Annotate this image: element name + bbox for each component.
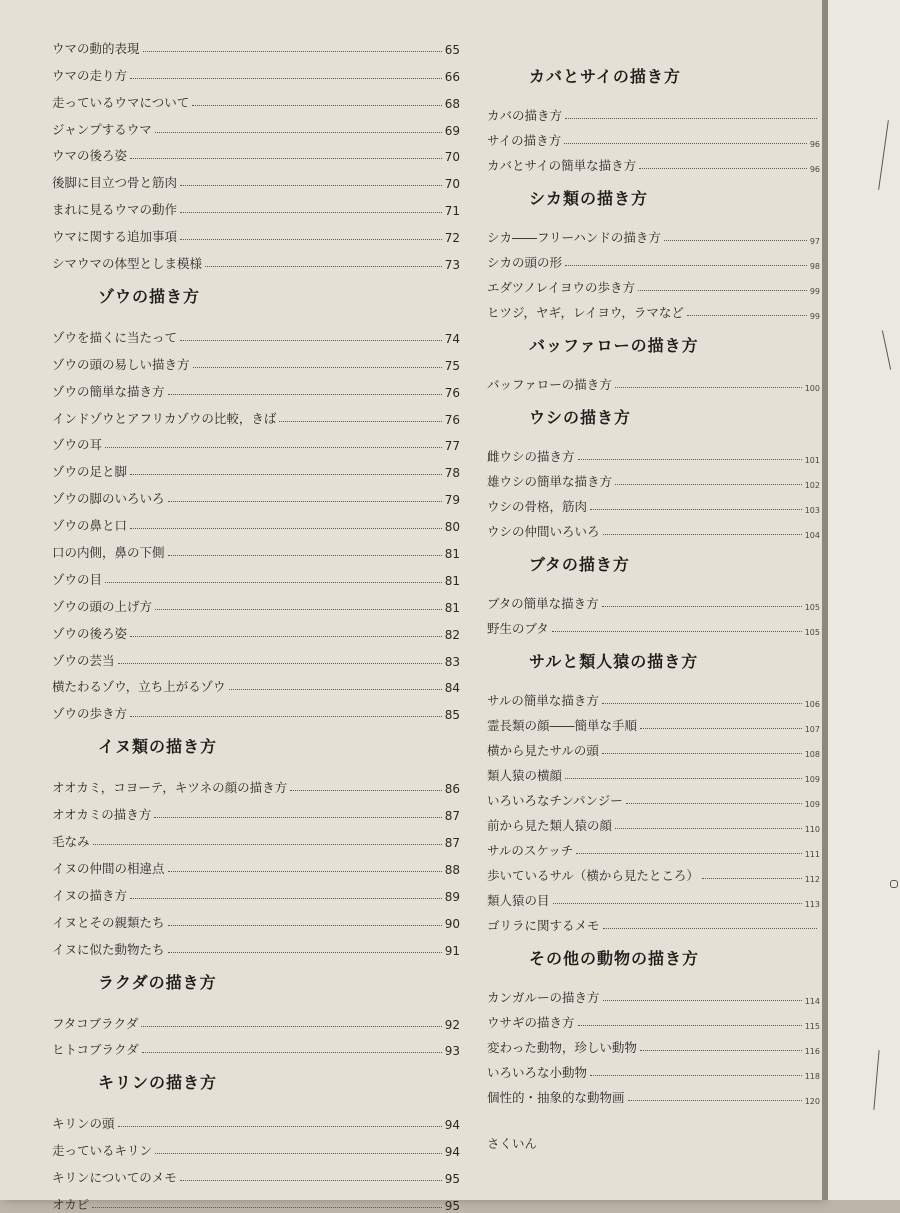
toc-entry-page: 96 [809, 140, 820, 149]
toc-entry-title: 横たわるゾウ，立ち上がるゾウ [52, 679, 226, 695]
toc-entry[interactable] [52, 931, 460, 958]
toc-entry-title: フタコブラクダ [52, 1015, 139, 1031]
toc-entry-title: ゾウの後ろ姿 [52, 625, 128, 641]
dot-leader [590, 509, 802, 510]
toc-entry[interactable] [52, 400, 460, 427]
dot-leader [578, 459, 802, 460]
toc-entry-page: 90 [444, 916, 460, 931]
toc-entry[interactable] [52, 904, 460, 931]
toc-entry[interactable] [487, 99, 820, 124]
dot-leader [638, 290, 807, 291]
toc-entry-page: 80 [444, 520, 460, 535]
toc-entry[interactable] [487, 221, 820, 246]
dot-leader [130, 474, 442, 475]
toc-entry-page: 111 [804, 850, 820, 859]
toc-entry-page: 88 [444, 862, 460, 877]
toc-entry-page: 85 [444, 708, 460, 723]
toc-entry-title: 変わった動物，珍しい動物 [487, 1040, 637, 1055]
toc-entry[interactable] [52, 245, 460, 272]
toc-entry-title: ウサギの描き方 [487, 1015, 575, 1030]
toc-entry-page: 97 [809, 237, 820, 246]
toc-entry[interactable] [487, 1006, 820, 1031]
toc-entry-page: 118 [804, 1072, 820, 1081]
toc-entry[interactable] [487, 684, 820, 709]
dot-leader [578, 1025, 802, 1026]
dot-leader [168, 394, 442, 395]
toc-entry-page: 105 [804, 603, 820, 612]
toc-entry-title: ゾウの耳 [52, 437, 103, 453]
toc-entry-page: 103 [804, 506, 820, 515]
toc-entry[interactable] [52, 84, 460, 111]
toc-entry-title: 歩いているサル（横から見たところ） [487, 868, 699, 883]
section-heading: バッファローの描き方 [529, 336, 699, 355]
toc-entry[interactable] [487, 809, 820, 834]
toc-entry[interactable] [487, 1031, 820, 1056]
toc-entry-title: ゾウの足と脚 [52, 464, 128, 480]
dot-leader [615, 828, 802, 829]
dot-leader [180, 212, 442, 213]
toc-entry[interactable] [52, 695, 460, 722]
toc-entry[interactable] [52, 796, 460, 823]
dot-leader [143, 51, 442, 52]
toc-entry-page: 70 [444, 150, 460, 165]
toc-entry-title: ゾウの脚のいろいろ [52, 491, 165, 507]
toc-entry-page: 108 [804, 750, 820, 759]
toc-entry-title: バッファローの描き方 [487, 377, 612, 392]
toc-entry[interactable] [52, 57, 460, 84]
toc-entry[interactable] [52, 769, 460, 796]
toc-entry-title: ヒツジ，ヤギ，レイヨウ，ラマなど [487, 305, 684, 320]
dot-leader [615, 484, 802, 485]
section-heading: カバとサイの描き方 [529, 67, 681, 86]
toc-entry[interactable] [52, 507, 460, 534]
toc-entry[interactable] [487, 709, 820, 734]
dot-leader [602, 703, 802, 704]
dot-leader [105, 582, 442, 583]
toc-entry-page: 112 [804, 875, 820, 884]
toc-entry-page: 101 [804, 456, 820, 465]
toc-entry[interactable] [52, 850, 460, 877]
toc-entry-title: ウマに関する追加事項 [52, 229, 178, 245]
toc-entry[interactable] [487, 734, 820, 759]
dot-leader [155, 132, 442, 133]
dot-leader [92, 1207, 442, 1208]
toc-entry-title: 口の内側，鼻の下側 [52, 545, 165, 561]
dot-leader [640, 1050, 802, 1051]
dot-leader [565, 778, 802, 779]
toc-entry-page: 100 [804, 384, 820, 393]
toc-entry-page: 95 [444, 1172, 460, 1187]
toc-entry-page: 96 [809, 165, 820, 174]
toc-entry-title: ウマの後ろ姿 [52, 148, 128, 164]
toc-entry-page: 65 [444, 42, 460, 57]
toc-entry-title: カバとサイの簡単な描き方 [487, 158, 637, 173]
dot-leader [118, 1126, 442, 1127]
dot-leader [118, 663, 442, 664]
toc-entry-title: ゴリラに関するメモ [487, 918, 600, 933]
toc-entry-page: 78 [444, 466, 460, 481]
toc-entry-title: ゾウの目 [52, 571, 103, 587]
section-heading: ゾウの描き方 [98, 287, 201, 307]
toc-entry-title: 雌ウシの描き方 [487, 449, 575, 464]
dot-leader [576, 853, 801, 854]
toc-entry-title: キリンの頭 [52, 1116, 115, 1132]
toc-entry-page: 116 [804, 1047, 820, 1056]
toc-entry-page: 74 [444, 331, 460, 346]
dot-leader [590, 1075, 802, 1076]
dot-leader [615, 387, 802, 388]
toc-entry-title: 毛なみ [52, 834, 90, 850]
dot-leader [168, 871, 442, 872]
dot-leader [180, 185, 442, 186]
toc-entry[interactable] [487, 587, 820, 612]
toc-entry-title: ゾウを描くに当たって [52, 329, 178, 345]
toc-entry-page: 93 [444, 1044, 460, 1059]
toc-entry-page: 87 [444, 809, 460, 824]
toc-entry[interactable] [487, 834, 820, 859]
toc-entry-title: イヌに似た動物たち [52, 941, 165, 957]
toc-entry[interactable] [487, 784, 820, 809]
dot-leader [564, 143, 807, 144]
toc-entry-page: 109 [804, 775, 820, 784]
dot-leader [130, 528, 442, 529]
toc-entry-page: 75 [444, 358, 460, 373]
toc-entry-title: ゾウの鼻と口 [52, 518, 128, 534]
toc-entry[interactable] [487, 612, 820, 637]
toc-entry-page: 95 [444, 1198, 460, 1213]
dot-leader [155, 1153, 442, 1154]
dot-leader [93, 844, 442, 845]
dot-leader [130, 898, 442, 899]
toc-entry-title: まれに見るウマの動作 [52, 202, 178, 218]
dot-leader [628, 1100, 802, 1101]
toc-entry-title: エダツノレイヨウの歩き方 [487, 280, 636, 295]
dot-leader [168, 925, 442, 926]
toc-entry-page: 83 [444, 654, 460, 669]
dot-leader [565, 265, 807, 266]
toc-entry[interactable] [52, 642, 460, 669]
dot-leader [565, 118, 817, 119]
toc-entry-page: 71 [444, 204, 460, 219]
toc-entry[interactable] [52, 427, 460, 454]
section-heading: イヌ類の描き方 [98, 737, 218, 757]
dot-leader [192, 105, 441, 106]
toc-entry-title: 走っているキリン [52, 1143, 153, 1159]
toc-entry-page: 91 [444, 943, 460, 958]
dot-leader [130, 716, 442, 717]
toc-entry-title: イヌの仲間の相違点 [52, 860, 165, 876]
toc-entry-title: ウシの骨格，筋肉 [487, 499, 588, 514]
toc-entry-title: イヌの描き方 [52, 887, 128, 903]
toc-entry-page: 68 [444, 96, 460, 111]
dot-leader [687, 315, 807, 316]
toc-left-column [52, 30, 460, 1213]
section-heading: その他の動物の描き方 [529, 949, 700, 968]
toc-entry[interactable] [487, 515, 820, 540]
dot-leader [180, 1180, 442, 1181]
sketch-mark [873, 1050, 879, 1110]
toc-entry[interactable] [487, 884, 820, 909]
toc-entry-page: 120 [804, 1097, 820, 1106]
toc-entry-page: 86 [444, 782, 460, 797]
toc-entry[interactable] [487, 909, 820, 934]
dot-leader [602, 753, 802, 754]
toc-entry-title: インドゾウとアフリカゾウの比較，きば [52, 410, 277, 426]
toc-entry[interactable] [487, 1056, 820, 1081]
toc-entry-page: 109 [804, 800, 820, 809]
dot-leader [229, 689, 442, 690]
toc-entry[interactable] [52, 1132, 460, 1159]
toc-entry[interactable] [52, 346, 460, 373]
dot-leader [168, 555, 442, 556]
toc-entry-title: オオカミ，コヨーテ，キツネの顔の描き方 [52, 780, 288, 796]
dot-leader [205, 266, 442, 267]
toc-entry[interactable] [52, 111, 460, 138]
toc-entry-title: シマウマの体型としま模様 [52, 256, 203, 272]
toc-entry[interactable] [52, 373, 460, 400]
toc-entry-title: シカの頭の形 [487, 255, 563, 270]
toc-entry[interactable] [52, 669, 460, 696]
toc-entry-title: ジャンプするウマ [52, 121, 152, 137]
section-heading: ウシの描き方 [529, 408, 632, 427]
toc-entry-page: 92 [444, 1017, 460, 1032]
toc-entry-title: 類人猿の横顔 [487, 768, 563, 783]
toc-entry-title: シカ――フリーハンドの描き方 [487, 230, 661, 245]
dot-leader [640, 728, 802, 729]
toc-entry[interactable] [487, 465, 820, 490]
toc-entry-title: 個性的・抽象的な動物画 [487, 1090, 625, 1105]
toc-entry-title: カバの描き方 [487, 108, 563, 123]
dot-leader [168, 501, 442, 502]
dot-leader [603, 928, 817, 929]
toc-entry-title: 後脚に目立つ骨と筋肉 [52, 175, 178, 191]
dot-leader [155, 609, 442, 610]
dot-leader [603, 534, 802, 535]
toc-entry-page: 77 [444, 439, 460, 454]
toc-entry[interactable] [487, 1081, 820, 1106]
toc-entry[interactable] [487, 759, 820, 784]
dot-leader [626, 803, 802, 804]
toc-entry[interactable] [487, 124, 820, 149]
toc-entry-page: 104 [804, 531, 820, 540]
toc-entry[interactable] [487, 246, 820, 271]
toc-entry-page: 69 [444, 123, 460, 138]
toc-entry-page: 114 [804, 997, 820, 1006]
dot-leader [141, 1026, 441, 1027]
toc-entry-title: キリンについてのメモ [52, 1170, 177, 1186]
toc-entry-page: 89 [444, 889, 460, 904]
dot-leader [552, 631, 802, 632]
toc-entry-page: 87 [444, 836, 460, 851]
toc-entry[interactable] [52, 319, 460, 346]
toc-entry-title: サルのスケッチ [487, 843, 574, 858]
toc-entry[interactable] [52, 615, 460, 642]
dot-leader [290, 790, 442, 791]
toc-entry-page: 99 [809, 312, 820, 321]
toc-entry-title: 霊長類の顔――簡単な手順 [487, 718, 638, 733]
toc-entry-page: 110 [804, 825, 820, 834]
toc-entry-title: ゾウの頭の上げ方 [52, 598, 153, 614]
section-heading: ブタの描き方 [529, 555, 630, 574]
toc-entry-page: 79 [444, 493, 460, 508]
dot-leader [154, 817, 441, 818]
toc-entry-page: 107 [804, 725, 820, 734]
toc-entry[interactable] [52, 191, 460, 218]
toc-entry-page: 73 [444, 258, 460, 273]
toc-entry[interactable] [52, 30, 460, 57]
toc-entry-page: 66 [444, 69, 460, 84]
toc-entry-title: ゾウの芸当 [52, 652, 115, 668]
toc-entry-title: オオカミの描き方 [52, 807, 152, 823]
section-heading: ラクダの描き方 [98, 972, 217, 992]
toc-entry[interactable] [487, 490, 820, 515]
toc-entry-page: 76 [444, 385, 460, 400]
toc-entry-page: 102 [804, 481, 820, 490]
toc-entry[interactable] [487, 440, 820, 465]
dot-leader [105, 447, 442, 448]
toc-entry-page: 84 [444, 681, 460, 696]
toc-entry[interactable] [52, 877, 460, 904]
toc-entry-title: ゾウの頭の易しい描き方 [52, 356, 190, 372]
toc-entry[interactable] [487, 296, 820, 321]
toc-entry-title: ゾウの簡単な描き方 [52, 383, 165, 399]
toc-entry[interactable] [487, 981, 820, 1006]
toc-entry-title: カンガルーの描き方 [487, 990, 600, 1005]
toc-entry-page: 113 [804, 900, 820, 909]
toc-entry-title: イヌとその親類たち [52, 914, 165, 930]
toc-entry[interactable] [52, 164, 460, 191]
dot-leader [130, 636, 442, 637]
toc-entry-page: 94 [444, 1145, 460, 1160]
section-heading: キリンの描き方 [98, 1073, 218, 1093]
sketch-mark [878, 120, 889, 189]
toc-entry-title: 横から見たサルの頭 [487, 743, 599, 758]
toc-entry[interactable] [52, 823, 460, 850]
toc-entry[interactable] [52, 453, 460, 480]
toc-entry[interactable] [52, 561, 460, 588]
toc-entry[interactable] [52, 138, 460, 165]
toc-entry-title: 類人猿の目 [487, 893, 550, 908]
dot-leader [180, 340, 442, 341]
dot-leader [193, 367, 442, 368]
toc-entry-title: 雄ウシの簡単な描き方 [487, 474, 613, 489]
toc-entry[interactable] [52, 480, 460, 507]
toc-entry-page: 98 [809, 262, 820, 271]
toc-entry-title: いろいろなチンパンジー [487, 793, 623, 808]
dot-leader [168, 952, 442, 953]
toc-entry-title: 前から見た類人猿の顔 [487, 818, 613, 833]
toc-entry[interactable] [487, 271, 820, 296]
toc-entry-page: 70 [444, 177, 460, 192]
dot-leader [180, 239, 442, 240]
toc-entry-title: サルの簡単な描き方 [487, 693, 599, 708]
toc-entry-title: 走っているウマについて [52, 94, 190, 110]
toc-entry-title: オカピ [52, 1196, 90, 1212]
dot-leader [664, 240, 807, 241]
toc-entry-page: 81 [444, 600, 460, 615]
sketch-mark [882, 330, 891, 369]
dot-leader [142, 1052, 442, 1053]
toc-entry-title: ウマの動的表現 [52, 40, 140, 56]
toc-entry[interactable] [487, 149, 820, 174]
sketch-mark [890, 880, 898, 888]
toc-entry[interactable] [52, 534, 460, 561]
toc-entry[interactable] [52, 588, 460, 615]
toc-entry-page: 94 [444, 1118, 460, 1133]
dot-leader [603, 1000, 802, 1001]
toc-entry-page: 115 [804, 1022, 820, 1031]
toc-entry[interactable] [52, 1159, 460, 1186]
toc-entry-title: ブタの簡単な描き方 [487, 596, 599, 611]
toc-entry[interactable] [487, 368, 820, 393]
toc-entry-page: 76 [444, 412, 460, 427]
dot-leader [639, 168, 807, 169]
toc-entry[interactable] [52, 1005, 460, 1032]
toc-entry-title: ヒトコブラクダ [52, 1042, 139, 1058]
toc-right-column [487, 52, 820, 1152]
toc-entry[interactable] [52, 1032, 460, 1059]
dot-leader [553, 903, 802, 904]
adjacent-page [828, 0, 900, 1200]
toc-entry-title: ウマの走り方 [52, 67, 128, 83]
index-entry[interactable]: さくいん [487, 1136, 538, 1151]
toc-entry-page: 81 [444, 547, 460, 562]
section-heading: サルと類人猿の描き方 [529, 652, 699, 671]
dot-leader [602, 606, 802, 607]
dot-leader [702, 878, 802, 879]
toc-entry-page: 72 [444, 231, 460, 246]
toc-entry-page: 81 [444, 573, 460, 588]
toc-entry-page: 106 [804, 700, 820, 709]
toc-entry-title: いろいろな小動物 [487, 1065, 588, 1080]
toc-entry[interactable] [52, 1105, 460, 1132]
toc-entry-page: 82 [444, 627, 460, 642]
toc-entry-title: ウシの仲間いろいろ [487, 524, 600, 539]
toc-entry-title: サイの描き方 [487, 133, 562, 148]
toc-entry-page: 105 [804, 628, 820, 637]
section-heading: シカ類の描き方 [529, 189, 649, 208]
dot-leader [279, 421, 441, 422]
toc-entry[interactable] [487, 859, 820, 884]
dot-leader [130, 158, 442, 159]
toc-entry[interactable] [52, 218, 460, 245]
toc-entry-page: 99 [809, 287, 820, 296]
toc-entry-title: ゾウの歩き方 [52, 706, 128, 722]
dot-leader [130, 78, 442, 79]
toc-entry-title: 野生のブタ [487, 621, 549, 636]
